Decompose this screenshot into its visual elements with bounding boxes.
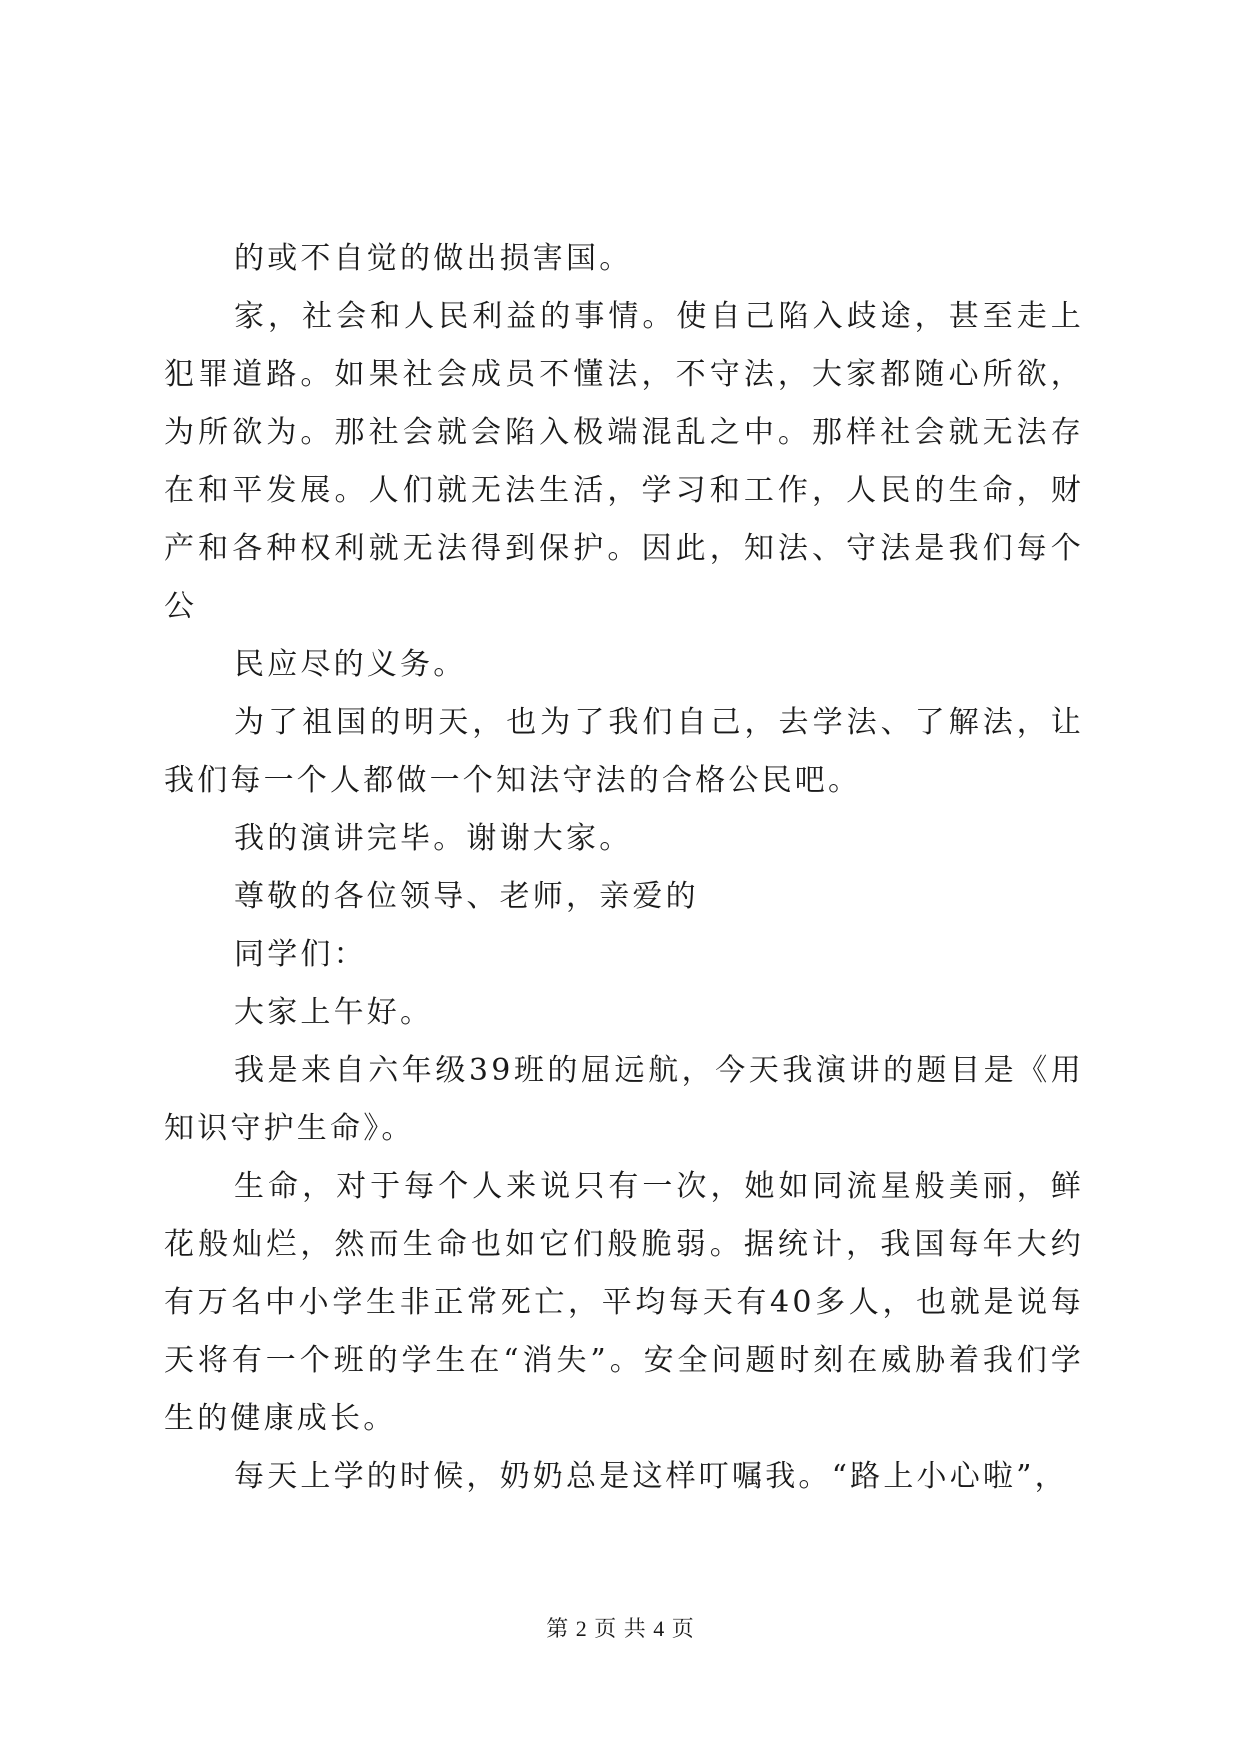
paragraph-5: 我的演讲完毕。谢谢大家。 bbox=[234, 821, 633, 856]
paragraph-1: 的或不自觉的做出损害国。 bbox=[234, 241, 633, 276]
paragraph-8: 大家上午好。 bbox=[234, 995, 434, 1030]
page-number-label: 第 2 页 共 4 页 bbox=[546, 1616, 695, 1641]
paragraph-7: 同学们： bbox=[234, 937, 367, 972]
page-footer bbox=[0, 1612, 1241, 1643]
paragraph-11: 每天上学的时候，奶奶总是这样叮嘱我。“路上小心啦”， bbox=[234, 1459, 1068, 1494]
document-body bbox=[164, 230, 1084, 1506]
paragraph-10: 生命，对于每个人来说只有一次，她如同流星般美丽，鲜花般灿烂，然而生命也如它们般脆弱。据统计，我国每年大约有万名中小学生非正常死亡，平均每天有40多人，也就是说每天将有一个班的学生在“消失”。安全问题时刻在威胁着我们学生的健康成长。 bbox=[164, 1169, 1084, 1436]
paragraph-4: 为了祖国的明天，也为了我们自己，去学法、了解法，让我们每一个人都做一个知法守法的合格公民吧。 bbox=[164, 705, 1084, 798]
paragraph-2: 家，社会和人民利益的事情。使自己陷入歧途，甚至走上犯罪道路。如果社会成员不懂法，不守法，大家都随心所欲，为所欲为。那社会就会陷入极端混乱之中。那样社会就无法存在和平发展。人们就无法生活，学习和工作，人民的生命，财产和各种权利就无法得到保护。因此，知法、守法是我们每个公 bbox=[164, 299, 1084, 624]
paragraph-3: 民应尽的义务。 bbox=[234, 647, 467, 682]
paragraph-9: 我是来自六年级39班的屈远航，今天我演讲的题目是《用知识守护生命》。 bbox=[164, 1053, 1084, 1146]
paragraph-6: 尊敬的各位领导、老师，亲爱的 bbox=[234, 879, 699, 914]
